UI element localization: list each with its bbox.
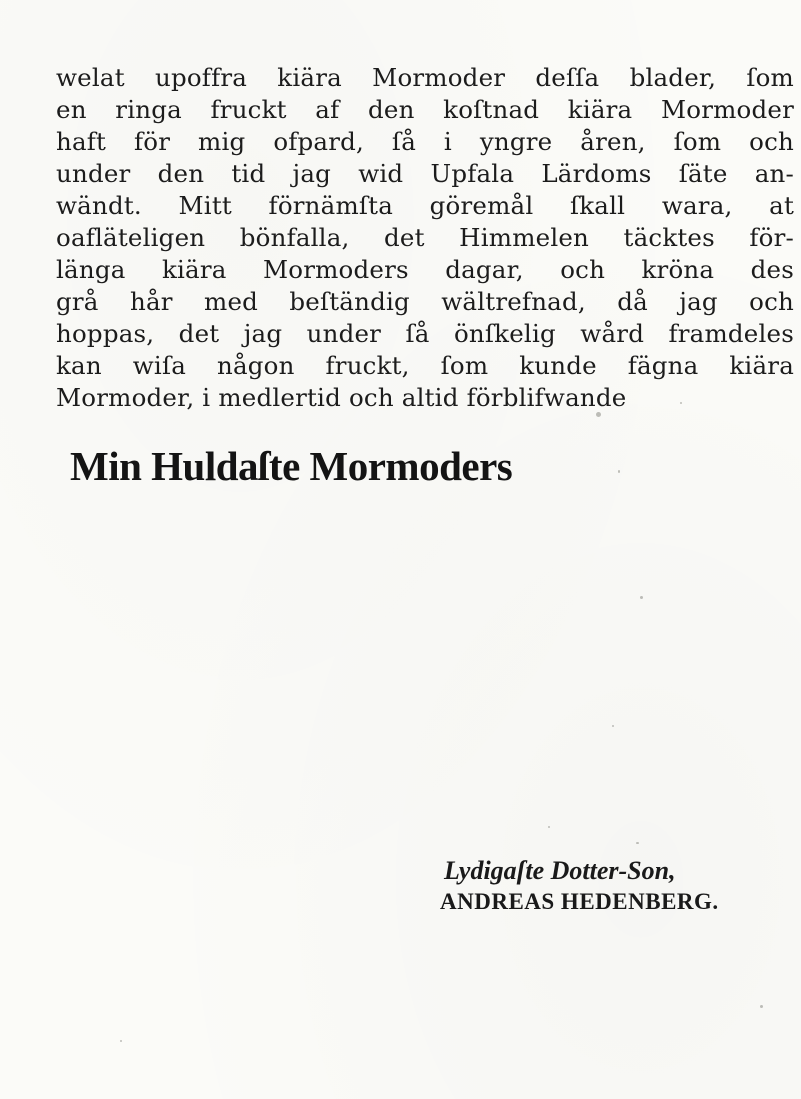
signature-name: ANDREAS HEDENBERG. <box>440 889 719 914</box>
text-line: länga kiära Mormoders dagar, och kröna des <box>56 255 794 284</box>
closing-title: Min Huldaſte Mormoders <box>70 443 513 489</box>
paper-speck <box>120 1040 122 1042</box>
paper-speck <box>618 470 620 473</box>
signature-block <box>440 855 719 917</box>
text-line: grå hår med beſtändig wältrefnad, då jag och <box>56 287 794 316</box>
paper-speck <box>548 826 550 828</box>
body-paragraph <box>56 62 794 414</box>
text-line: kan wiſa någon fruckt, ſom kunde fägna kiära <box>56 351 794 380</box>
text-line: welat upoffra kiära Mormoder deſſa blader, ſom <box>56 63 794 92</box>
text-line: Mormoder, i medlertid och altid förblifwande <box>56 383 627 412</box>
signature-salutation: Lydigaſte Dotter-Son, <box>444 856 676 885</box>
paper-speck <box>640 596 643 599</box>
text-line: hoppas, det jag under ſå önſkelig wård framdeles <box>56 319 794 348</box>
paper-speck <box>760 1005 763 1008</box>
paper-speck <box>636 842 639 844</box>
text-line: oafläteligen bönfalla, det Himmelen täcktes för- <box>56 223 794 252</box>
text-line: en ringa fruckt af den koſtnad kiära Mormoder <box>56 95 794 124</box>
text-line: under den tid jag wid Upfala Lärdoms ſäte an- <box>56 159 794 188</box>
text-line: haft för mig ofpard, ſå i yngre åren, ſom och <box>56 127 794 156</box>
text-line: wändt. Mitt förnämſta göremål ſkall wara, at <box>56 191 794 220</box>
paper-speck <box>612 725 614 727</box>
paper-speck <box>596 412 601 417</box>
paper-speck <box>680 402 682 404</box>
